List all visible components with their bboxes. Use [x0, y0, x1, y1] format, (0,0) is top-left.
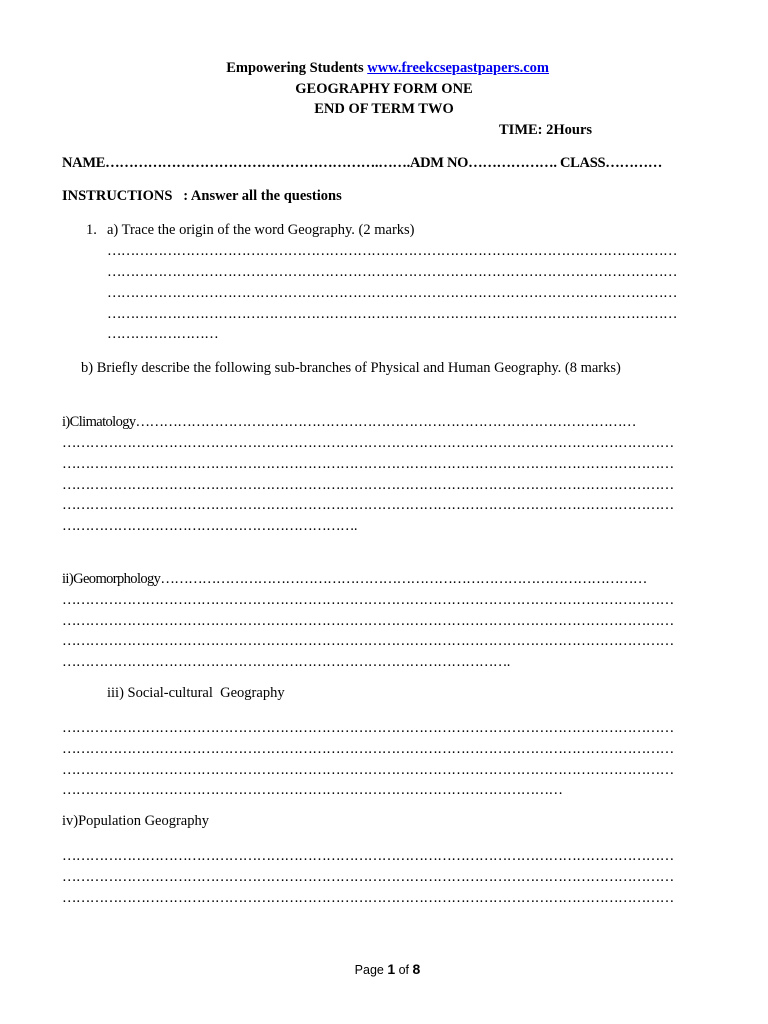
- answer-line: ……………………………………………………………………………………………………………………: [62, 613, 674, 629]
- social-cultural-label: iii) Social-cultural Geography: [107, 685, 285, 701]
- answer-line: ……………………………………………………………………………………………………………: [107, 306, 677, 322]
- exam-subtitle: END OF TERM TWO: [314, 101, 454, 117]
- header-line: [0, 41, 768, 77]
- answer-line: ……………………………………………………………………………………………………………………: [62, 762, 674, 778]
- website-link[interactable]: www.freekcsepastpapers.com: [367, 60, 549, 76]
- current-page: 1: [387, 961, 396, 977]
- answer-line: ………………………………………………………………………………………………: [62, 782, 563, 798]
- total-pages: 8: [412, 961, 421, 977]
- answer-line: ……………………………………………………………………………………………………………………: [62, 477, 674, 493]
- question-1a-text: a) Trace the origin of the word Geography. (2 marks): [107, 222, 415, 238]
- page-number: [0, 942, 768, 979]
- geomorphology-label: ii)Geomorphology……………………………………………………………………………………………: [62, 571, 647, 587]
- answer-line: ……………………: [107, 326, 219, 342]
- answer-line: ……………………………………………………………………………………………………………………: [62, 720, 674, 736]
- of-word: of: [395, 963, 413, 977]
- answer-line: ……………………………………………………………………………………………………………………: [62, 741, 674, 757]
- answer-line: ……………………………………………………………………………………………………………………: [62, 848, 674, 864]
- header-prefix: Empowering Students: [226, 60, 368, 76]
- answer-line: ……………………………………………………………………………………………………………: [107, 243, 677, 259]
- answer-line: ……………………………………………………………………………………………………………………: [62, 497, 674, 513]
- population-label: iv)Population Geography: [62, 813, 209, 829]
- answer-line: ……………………………………………………………………………………………………………………: [62, 890, 674, 906]
- instructions: INSTRUCTIONS : Answer all the questions: [62, 188, 342, 204]
- answer-line: ……………………………………………………………………………………………………………: [107, 264, 677, 280]
- answer-line: ……………………………………………………………………………………………………………………: [62, 633, 674, 649]
- answer-line: ……………………………………………………………………………………………………………: [107, 285, 677, 301]
- answer-line: ……………………………………………………….: [62, 518, 357, 534]
- answer-line: ……………………………………………………………………………………………………………………: [62, 592, 674, 608]
- exam-title: GEOGRAPHY FORM ONE: [295, 81, 473, 97]
- answer-line: ……………………………………………………………………………………………………………………: [62, 456, 674, 472]
- question-1b-text: b) Briefly describe the following sub-branches of Physical and Human Geography. (8 marks): [81, 360, 621, 376]
- climatology-label: i)Climatology………………………………………………………………………………………………: [62, 414, 636, 430]
- student-details-line: NAME………………………………………………….…….ADM NO………………. CLASS…………: [62, 155, 663, 171]
- page-word: Page: [354, 963, 388, 977]
- answer-line: ……………………………………………………………………………………………………………………: [62, 869, 674, 885]
- question-number: 1.: [86, 222, 97, 238]
- answer-line: …………………………………………………………………………………….: [62, 654, 510, 670]
- exam-time: TIME: 2Hours: [499, 122, 593, 138]
- answer-line: ……………………………………………………………………………………………………………………: [62, 435, 674, 451]
